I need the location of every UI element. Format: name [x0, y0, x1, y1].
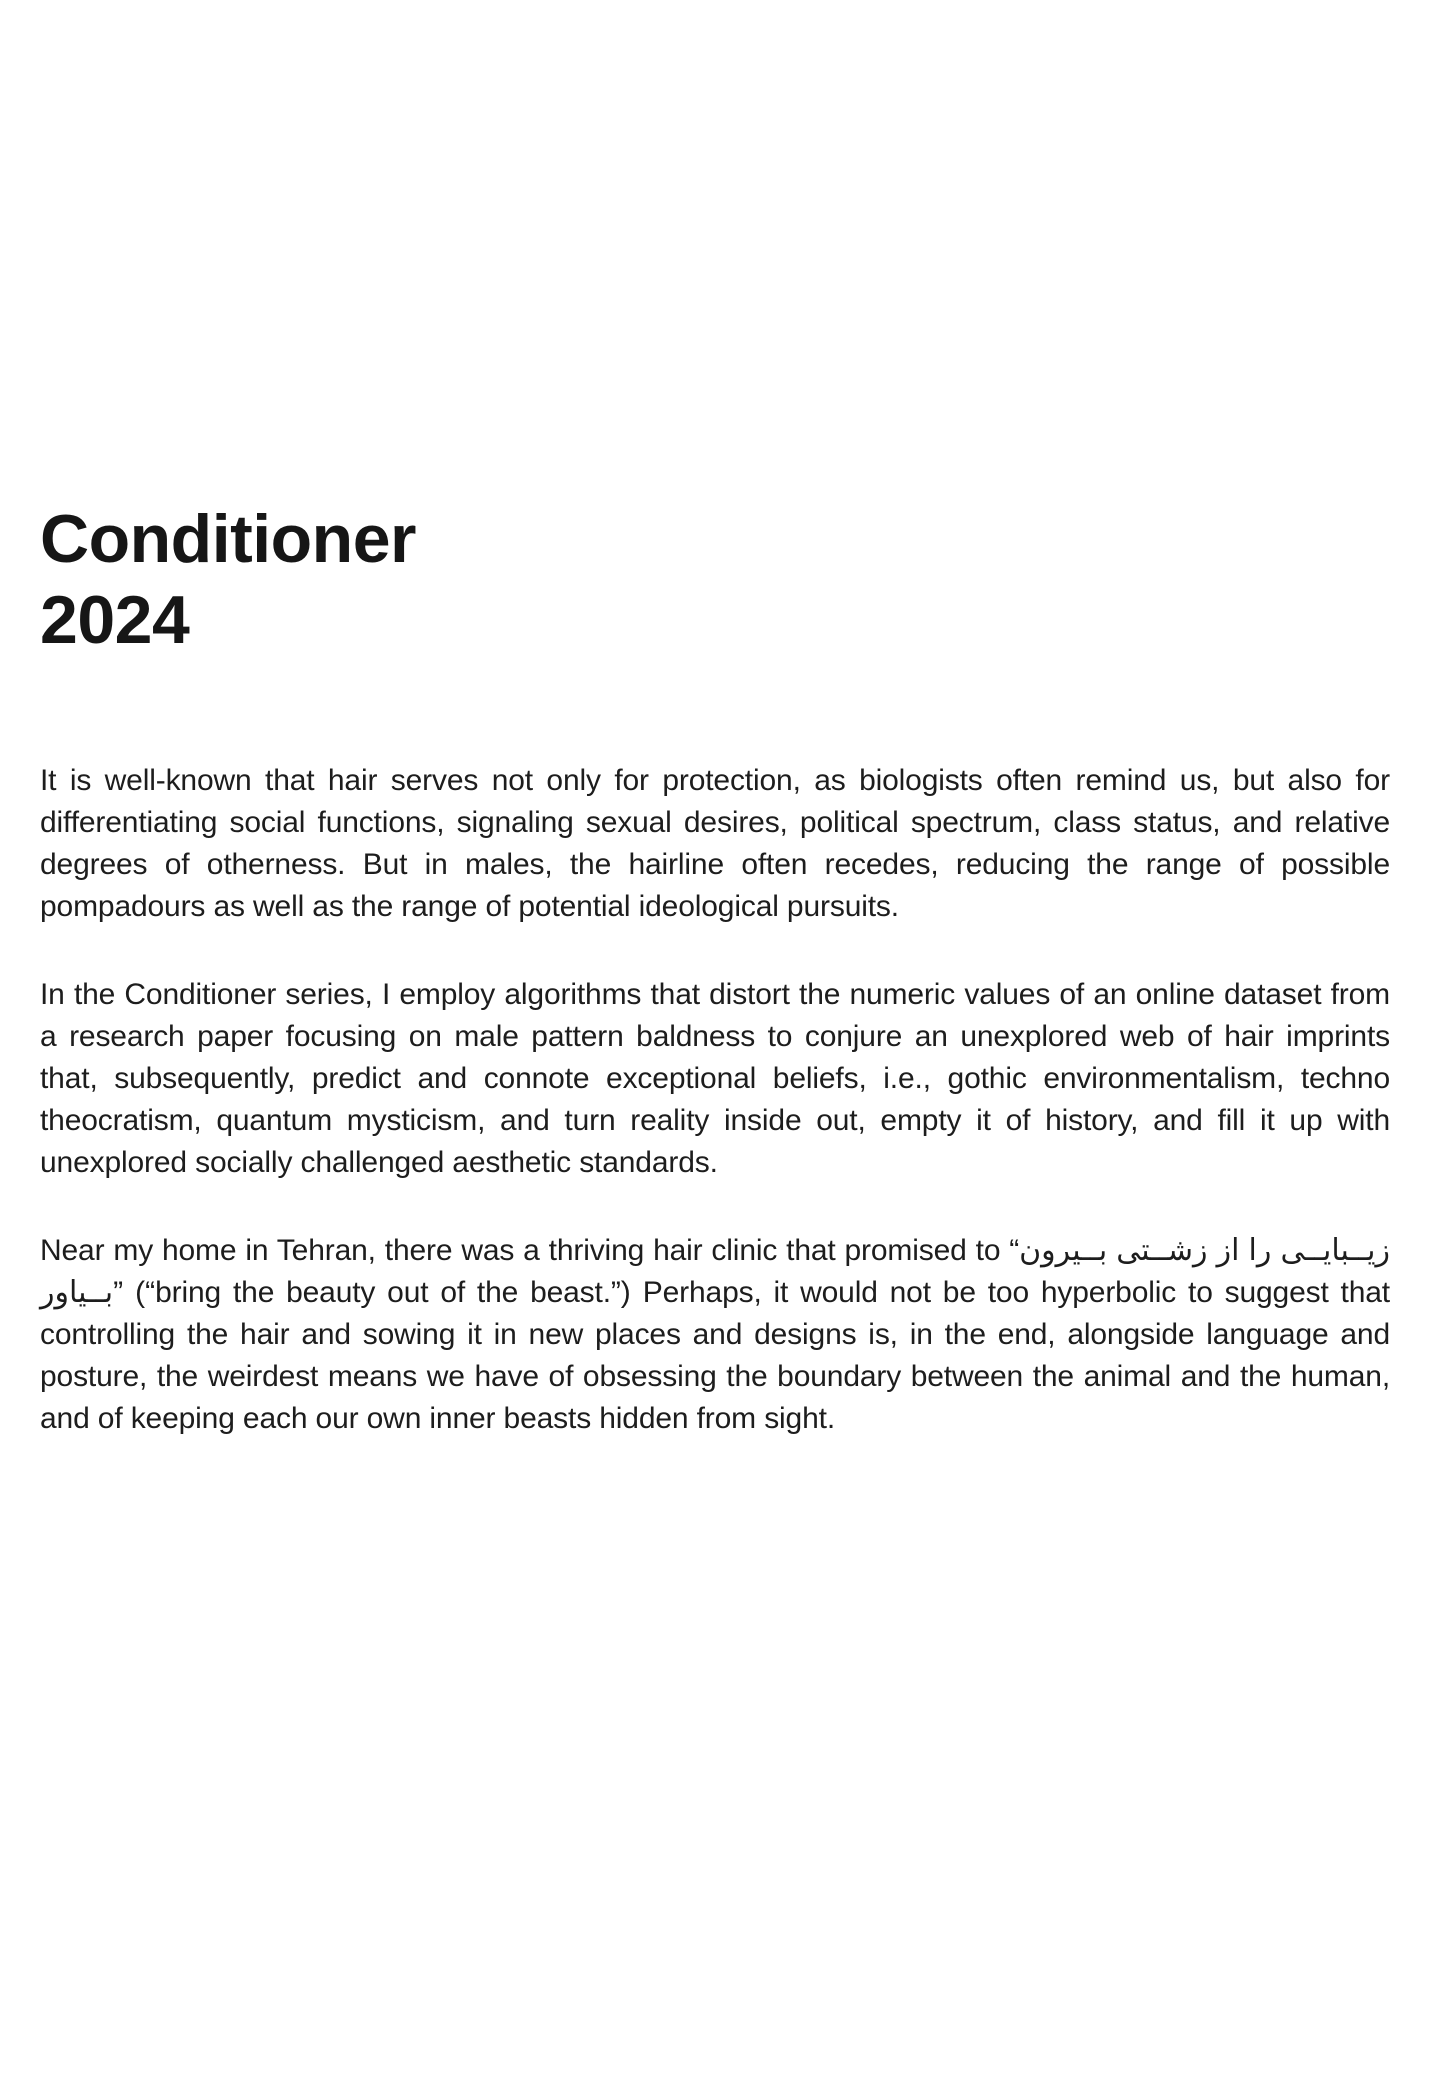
title-block [40, 499, 1390, 661]
artwork-year: 2024 [40, 582, 190, 658]
paragraph-conditioner-series: In the Conditioner series, I employ algorithms that distort the numeric values of an online dataset from a research paper focusing on male pattern baldness to conjure an unexplored web of hair imprints that, subsequently, predict and connote exceptional beliefs, i.e., gothic environmentalism, techno theocratism, quantum mysticism, and turn reality inside out, empty it of history, and fill it up with unexplored socially challenged aesthetic standards. [40, 978, 1390, 1179]
paragraph-hair-functions: It is well-known that hair serves not only for protection, as biologists often remind us, but also for differentiating social functions, signaling sexual desires, political spectrum, class status, and relative degrees of otherness. But in males, the hairline often recedes, reducing the range of possible pompadours as well as the range of potential ideological pursuits. [40, 764, 1390, 923]
page-title [40, 499, 1390, 661]
paragraph-tehran-clinic: Near my home in Tehran, there was a thriving hair clinic that promised to “زیــبایــی را از زشــتی بــیرون بــیاور” (“bring the beauty out of the beast.”) Perhaps, it would not be too hyperbolic to suggest that controlling the hair and sowing it in new places and designs is, in the end, alongside language and posture, the weirdest means we have of obsessing the boundary between the animal and the human, and of keeping each our own inner beasts hidden from sight. [40, 1234, 1390, 1435]
artist-statement [40, 760, 1390, 1440]
artwork-title: Conditioner [40, 501, 417, 577]
